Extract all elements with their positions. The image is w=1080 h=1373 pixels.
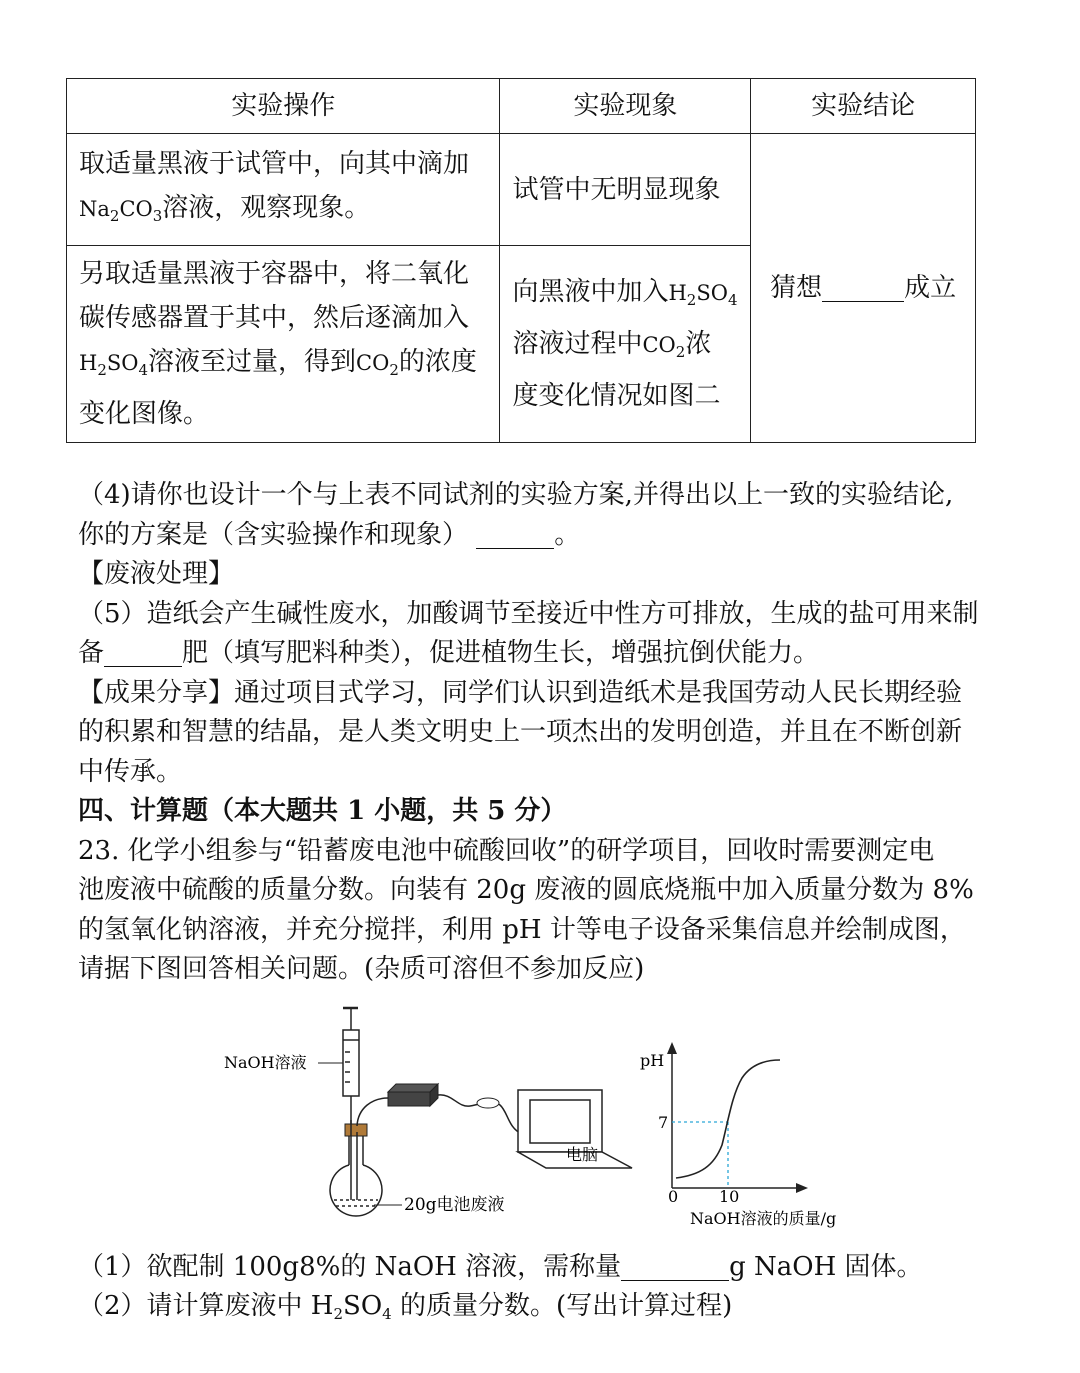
graph-xlabel: NaOH溶液的质量/g	[690, 1209, 837, 1228]
q2: （2）请计算废液中 $H_2SO_4$ 的质量分数。(写出计算过程)	[78, 1291, 733, 1323]
header-phenomenon: 实验现象	[500, 79, 751, 134]
graph-xtick: 10	[719, 1187, 740, 1206]
header-operation: 实验操作	[67, 79, 500, 134]
section-4-heading: 四、计算题（本大题共 1 小题，共 5 分）	[78, 796, 567, 826]
waste-label: 20g电池废液	[404, 1195, 505, 1215]
naoh-label: NaOH溶液	[224, 1053, 307, 1072]
y-axis-arrow	[667, 1042, 677, 1054]
conclusion-cell: 猜想 成立	[751, 134, 976, 443]
computer-label: 电脑	[566, 1145, 599, 1164]
q23-line1: 23. 化学小组参与“铅蓄废电池中硫酸回收”的研学项目，回收时需要测定电	[78, 835, 935, 866]
share-line3: 中传承。	[78, 756, 183, 787]
graph-origin: 0	[668, 1187, 679, 1206]
q23-line4: 请据下图回答相关问题。(杂质可溶但不参加反应)	[78, 954, 645, 984]
stopper-icon	[345, 1124, 367, 1136]
header-conclusion: 实验结论	[751, 79, 976, 134]
row2-operation: 另取适量黑液于容器中，将二氧化 碳传感器置于其中，然后逐滴加入 $H_2SO_4$溶液至过量，得到$CO_2$的浓度 变化图像。	[67, 246, 500, 443]
syringe-icon	[343, 1008, 359, 1126]
q4-line1: （4)请你也设计一个与上表不同试剂的实验方案,并得出以上一致的实验结论,	[78, 480, 954, 510]
q4-line2: 你的方案是（含实验操作和现象） 。	[78, 519, 581, 550]
row2-phenomenon: 向黑液中加入$H_2SO_4$ 溶液过程中$CO_2$浓 度变化情况如图二	[500, 246, 751, 443]
q23-line3: 的氢氧化钠溶液，并充分搅拌，利用 pH 计等电子设备采集信息并绘制成图，	[78, 914, 966, 945]
row1-phenomenon: 试管中无明显现象	[500, 134, 751, 246]
q1: （1）欲配制 100g8%的 NaOH 溶液，需称量 g NaOH 固体。	[78, 1252, 923, 1282]
sub-questions	[78, 1248, 923, 1334]
waste-heading: 【废液处理】	[78, 559, 235, 589]
q5-line1: （5）造纸会产生碱性废水，加酸调节至接近中性方可排放，生成的盐可用来制	[78, 598, 979, 629]
row1-operation: 取适量黑液于试管中，向其中滴加 $Na_2CO_3$溶液，观察现象。	[67, 134, 500, 246]
x-axis-arrow	[796, 1183, 808, 1193]
graph-ytick: 7	[658, 1113, 669, 1132]
ph-graph	[640, 1042, 836, 1228]
share-line2: 的积累和智慧的结晶，是人类文明史上一项杰出的发明创造，并且在不断创新	[78, 717, 963, 747]
share-line1: 【成果分享】通过项目式学习，同学们认识到造纸术是我国劳动人民长期经验	[78, 677, 963, 708]
q23-line2: 池废液中硫酸的质量分数。向装有 20g 废液的圆底烧瓶中加入质量分数为 8%	[78, 875, 974, 905]
sensor-box-icon	[388, 1084, 438, 1106]
graph-ylabel: pH	[640, 1051, 665, 1070]
q5-line2: 备 肥（填写肥料种类），促进植物生长，增强抗倒伏能力。	[78, 638, 820, 668]
answer-blank[interactable]	[621, 1252, 729, 1281]
